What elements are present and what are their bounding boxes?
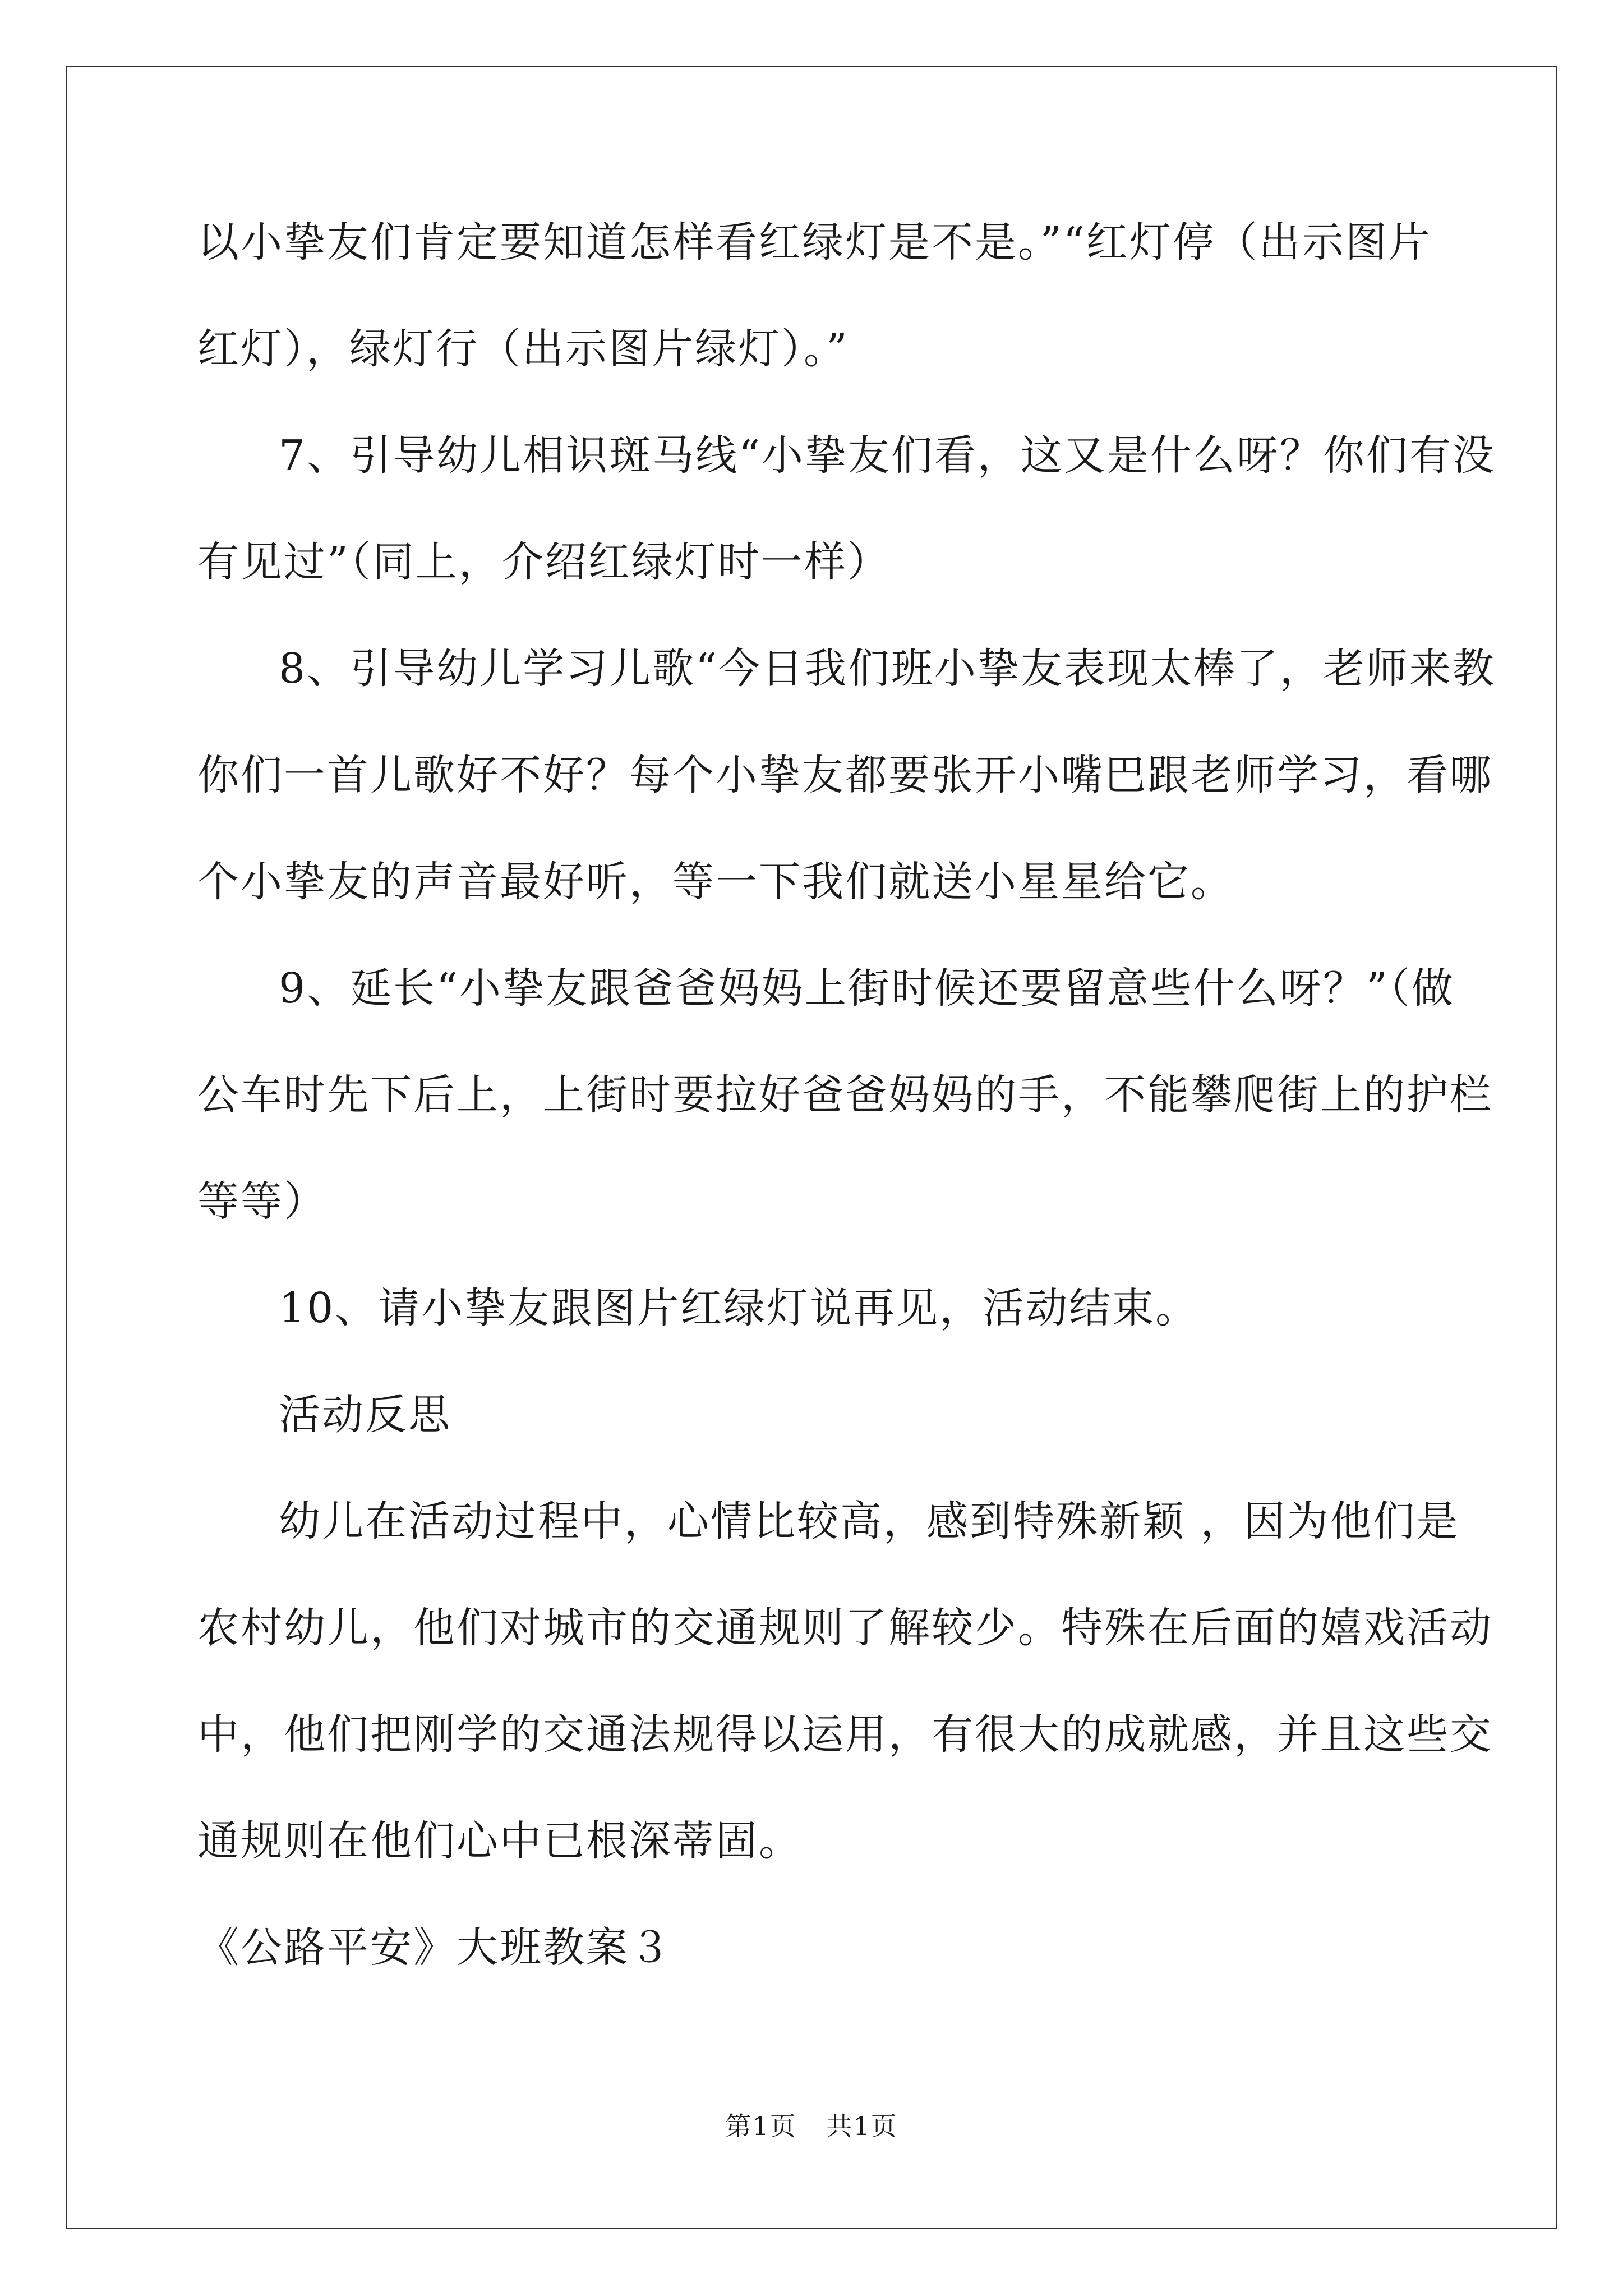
page-footer: [0, 2109, 1623, 2143]
step-8-line: 8、引导幼儿学习儿歌“今日我们班小挚友表现太棒了，老师来教: [279, 645, 1496, 693]
section-heading: 活动反思: [279, 1391, 451, 1439]
page-current: 第1页: [725, 2111, 797, 2141]
text-line: 有见过”（同上，介绍红绿灯时一样）: [197, 538, 891, 586]
text-line: 农村幼儿，他们对城市的交通规则了解较少。特殊在后面的嬉戏活动: [197, 1604, 1493, 1652]
text-line: 红灯），绿灯行（出示图片绿灯）。”: [197, 325, 849, 373]
text-line: 等等）: [197, 1177, 327, 1226]
text-line: 你们一首儿歌好不好？每个小挚友都要张开小嘴巴跟老师学习，看哪: [197, 751, 1493, 799]
step-9-line: 9、延长“小挚友跟爸爸妈妈上街时候还要留意些什么呀？”（做: [279, 964, 1455, 1013]
lesson-title: 《公路平安》大班教案３: [197, 1924, 672, 1972]
text-line: 中，他们把刚学的交通法规得以运用，有很大的成就感，并且这些交: [197, 1710, 1493, 1759]
text-line: 通规则在他们心中已根深蒂固。: [197, 1817, 802, 1865]
step-10-line: 10、请小挚友跟图片红绿灯说再见，活动结束。: [279, 1284, 1199, 1332]
reflection-line: 幼儿在活动过程中，心情比较高，感到特殊新颖 ，因为他们是: [279, 1497, 1460, 1545]
page-total: 共1页: [826, 2111, 898, 2141]
document-body: [197, 216, 1496, 1975]
step-7-line: 7、引导幼儿相识斑马线“小挚友们看，这又是什么呀？你们有没: [279, 431, 1496, 480]
text-line: 公车时先下后上，上街时要拉好爸爸妈妈的手，不能攀爬街上的护栏: [197, 1071, 1493, 1119]
text-line: 个小挚友的声音最好听，等一下我们就送小星星给它。: [197, 858, 1234, 906]
text-line: 以小挚友们肯定要知道怎样看红绿灯是不是。”“红灯停（出示图片: [197, 218, 1432, 266]
